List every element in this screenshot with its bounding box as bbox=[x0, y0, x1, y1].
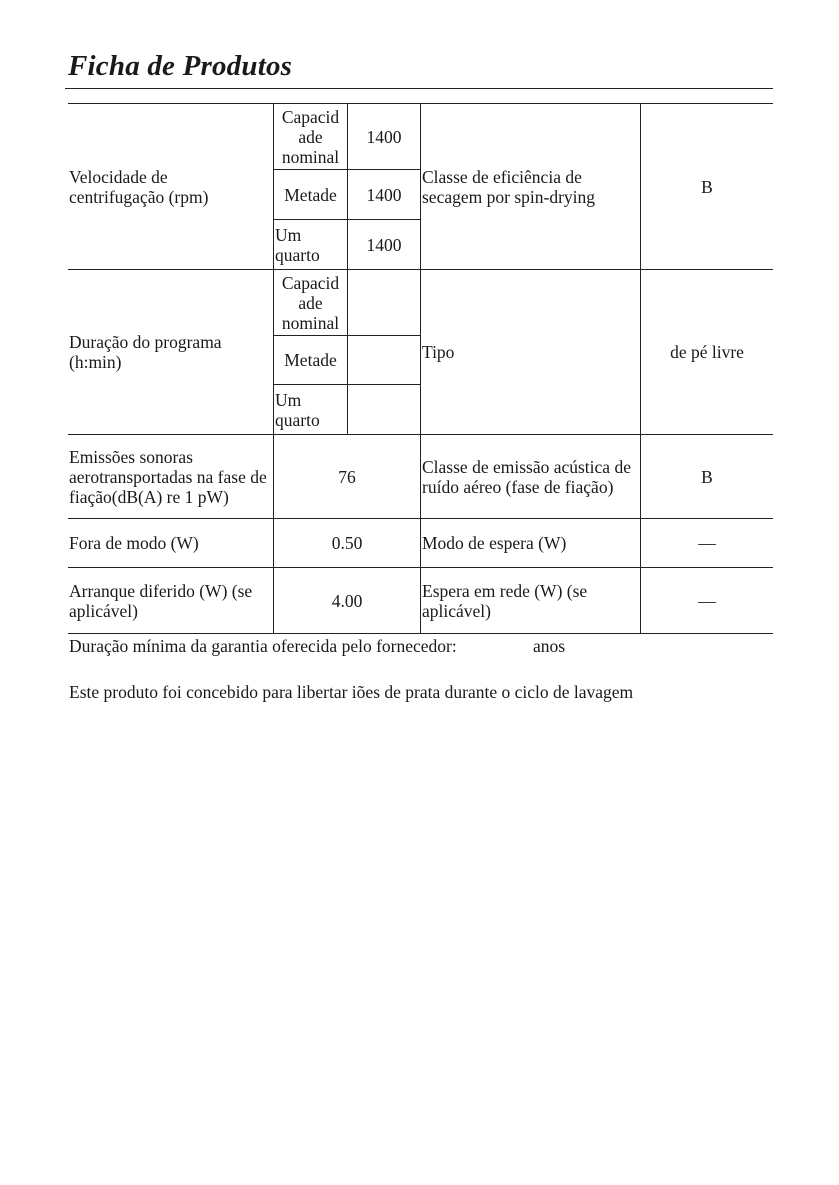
type-label: Tipo bbox=[422, 342, 455, 362]
off-mode-value: 0.50 bbox=[331, 533, 363, 553]
network-standby-value: — bbox=[698, 590, 716, 611]
spin-speed-sub-half: Metade bbox=[284, 184, 337, 205]
silver-ions-note: Este produto foi concebido para libertar iões de prata durante o ciclo de lavagem bbox=[69, 682, 634, 702]
network-standby-label: Espera em rede (W) (se aplicável) bbox=[422, 580, 588, 621]
warranty-label: Duração mínima da garantia oferecida pelo fornecedor: bbox=[69, 636, 457, 656]
page-title: Ficha de Produtos bbox=[68, 50, 293, 82]
spin-speed-value-quarter: 1400 bbox=[366, 234, 402, 255]
spin-drying-class-value: B bbox=[701, 176, 713, 197]
warranty-unit: anos bbox=[533, 636, 566, 656]
noise-emission-value: 76 bbox=[338, 466, 356, 487]
delayed-start-value: 4.00 bbox=[331, 590, 363, 611]
noise-emission-label: Emissões sonoras aerotransportadas na fase de fiação(dB(A) re 1 pW) bbox=[69, 446, 267, 507]
program-duration-value-half bbox=[348, 336, 420, 384]
type-value: de pé livre bbox=[670, 342, 744, 362]
program-duration-label: Duração do programa (h:min) bbox=[69, 332, 222, 372]
spin-drying-class-label: Classe de eficiência de secagem por spin-drying bbox=[422, 166, 596, 207]
title-underline bbox=[65, 88, 773, 89]
spin-speed-value-rated: 1400 bbox=[366, 126, 402, 147]
delayed-start-label: Arranque diferido (W) (se aplicável) bbox=[69, 580, 253, 621]
standby-mode-label: Modo de espera (W) bbox=[422, 533, 567, 553]
program-duration-value-rated bbox=[348, 270, 420, 335]
noise-class-label: Classe de emissão acústica de ruído aéreo (fase de fiação) bbox=[422, 456, 631, 497]
noise-class-value: B bbox=[701, 466, 713, 487]
off-mode-label: Fora de modo (W) bbox=[69, 533, 199, 553]
program-duration-sub-half: Metade bbox=[284, 350, 337, 370]
program-duration-value-quarter bbox=[348, 385, 420, 434]
standby-mode-value: — bbox=[698, 533, 716, 553]
table-line bbox=[420, 103, 421, 634]
spin-speed-sub-rated: Capacid ade nominal bbox=[281, 106, 340, 167]
program-duration-sub-rated: Capacid ade nominal bbox=[281, 272, 340, 333]
spin-speed-sub-quarter: Um quarto bbox=[275, 224, 320, 265]
spin-speed-value-half: 1400 bbox=[366, 184, 402, 205]
program-duration-sub-quarter: Um quarto bbox=[275, 389, 320, 430]
spin-speed-label: Velocidade de centrifugação (rpm) bbox=[69, 166, 209, 207]
